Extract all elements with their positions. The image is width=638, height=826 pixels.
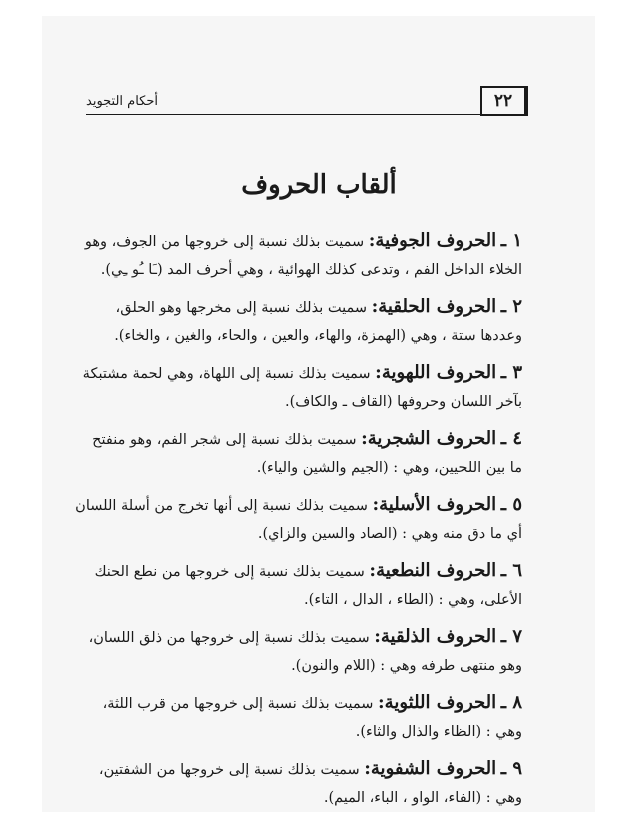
entry [82,359,522,421]
entry [98,755,522,817]
entry-text-2: الأعلى، وهي : (الطاء ، الدال ، التاء). [304,592,522,608]
entry-text-2: وعددها ستة ، وهي (الهمزة، والهاء، والعين ، والحاء، والغين ، والخاء). [114,328,522,344]
entry-line-1 [84,227,522,256]
entry-text-2: الخلاء الداخل الفم ، وتدعى كذلك الهوائية ، وهي أحرف المد (ـَا ـُو ـِي). [100,262,522,278]
entry-name: الحروف اللثوية: [378,692,497,713]
entry-text-1: سميت بذلك نسبة إلى أنها تخرج من أسلة اللسان [75,498,373,514]
entry-line-1 [82,359,522,388]
entry-line-1 [75,491,522,520]
page-number: ٢٢ [480,86,528,116]
page-header [86,86,526,120]
entry-number: ١ ـ [500,230,522,251]
entry-number: ٢ ـ [500,296,522,317]
entry-text-1: سميت بذلك نسبة إلى شجر الفم، وهو منفتح [92,432,362,448]
entry-name: الحروف الشفوية: [364,758,497,779]
entry-number: ٤ ـ [500,428,522,449]
entry-line-1 [102,689,522,718]
entry-number: ٩ ـ [500,758,522,779]
entry [102,689,522,751]
entry-name: الحروف الحلقية: [371,296,497,317]
entry-text-1: سميت بذلك نسبة إلى خروجها من قرب اللثة، [102,696,379,712]
entry-number: ٨ ـ [500,692,522,713]
entry-number: ٥ ـ [500,494,522,515]
entry-text-2: أي ما دق منه وهي : (الصاد والسين والزاي). [257,526,522,542]
entry-line-1 [88,623,522,652]
header-rule [86,114,484,115]
entry-name: الحروف اللهوية: [375,362,497,383]
entry-text-1: سميت بذلك نسبة إلى خروجها من الشفتين، [98,762,365,778]
entry-text-1: سميت بذلك نسبة إلى خروجها من الجوف، وهو [84,234,369,250]
entry-text-1: سميت بذلك نسبة إلى اللهاة، وهي لحمة مشتبكة [82,366,376,382]
entries-list [75,227,522,821]
entry-number: ٦ ـ [500,560,522,581]
entry-name: الحروف الذلقية: [374,626,497,647]
entry [94,557,522,619]
entry [84,227,522,289]
entry-line-1 [92,425,522,454]
entry-text-2: وهو منتهى طرفه وهي : (اللام والنون). [291,658,522,674]
entry-number: ٧ ـ [500,626,522,647]
entry-name: الحروف النطعية: [369,560,497,581]
entry-text-1: سميت بذلك نسبة إلى مخرجها وهو الحلق، [115,300,372,316]
entry-text-2: بآخر اللسان وحروفها (القاف ـ والكاف). [284,394,522,410]
entry-text-2: وهي : (الظاء والذال والثاء). [355,724,522,740]
entry-name: الحروف الأسلية: [372,494,497,515]
entry-name: الحروف الشجرية: [361,428,497,449]
entry-text-2: ما بين اللحيين، وهي : (الجيم والشين والياء). [256,460,522,476]
section-heading: ألقاب الحروف [241,170,397,200]
entry [92,425,522,487]
entry-line-1 [115,293,522,322]
entry-line-1 [98,755,522,784]
entry-number: ٣ ـ [500,362,522,383]
entry-line-1 [94,557,522,586]
entry-text-1: سميت بذلك نسبة إلى خروجها من نطع الحنك [94,564,370,580]
entry-name: الحروف الجوفية: [368,230,497,251]
entry [88,623,522,685]
entry-text-2: وهي : (الفاء، الواو ، الباء، الميم). [323,790,522,806]
entry-text-1: سميت بذلك نسبة إلى خروجها من ذلق اللسان، [88,630,375,646]
entry [114,293,522,355]
running-title: أحكام التجويد [86,94,159,109]
entry [75,491,522,553]
